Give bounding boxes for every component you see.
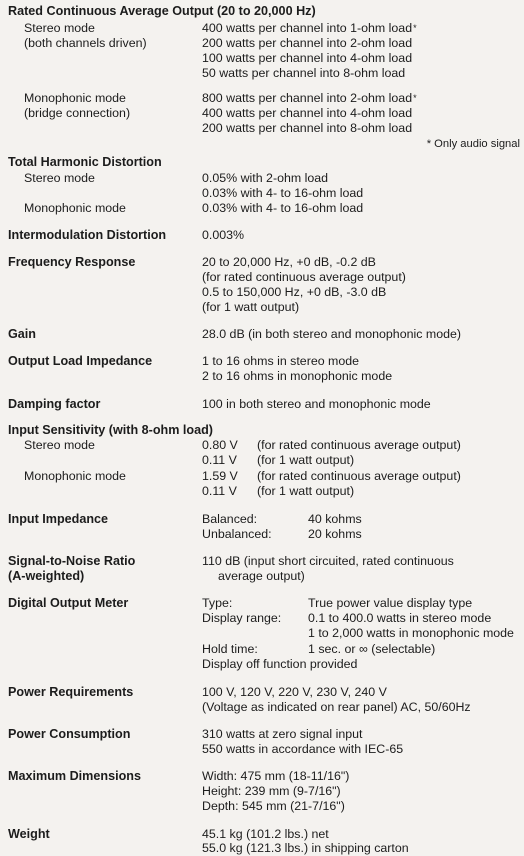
meter-range-label: Display range:: [202, 611, 282, 625]
sensitivity-mono-rated-desc: (for rated continuous average output): [257, 469, 461, 483]
freq-value-1: 20 to 20,000 Hz, +0 dB, -0.2 dB: [202, 255, 376, 269]
damping-heading: Damping factor: [8, 397, 101, 411]
freq-value-2: (for rated continuous average output): [202, 270, 406, 284]
weight-heading: Weight: [8, 827, 50, 841]
sensitivity-stereo-1w-v: 0.11 V: [202, 453, 237, 467]
meter-range-value-2: 1 to 2,000 watts in monophonic mode: [308, 626, 514, 640]
sensitivity-stereo-rated-v: 0.80 V: [202, 438, 238, 452]
mono-output-8ohm: 200 watts per channel into 8-ohm load: [202, 121, 413, 135]
sensitivity-mono-1w-desc: (for 1 watt output): [257, 484, 355, 498]
rated-output-heading: Rated Continuous Average Output (20 to 20,000 Hz): [8, 4, 316, 18]
audio-signal-note: * Only audio signal: [426, 138, 520, 150]
input-impedance-heading: Input Impedance: [8, 512, 109, 526]
stereo-output-4ohm: 100 watts per channel into 4-ohm load: [202, 51, 413, 65]
meter-hold-label: Hold time:: [202, 642, 258, 656]
sensitivity-mono-1w-v: 0.11 V: [202, 484, 237, 498]
power-consumption-heading: Power Consumption: [8, 727, 131, 741]
stereo-output-8ohm: 50 watts per channel into 8-ohm load: [202, 66, 406, 80]
stereo-output-1ohm: 400 watts per channel into 1-ohm load*: [202, 21, 417, 35]
sensitivity-stereo-1w-desc: (for 1 watt output): [257, 453, 355, 467]
sensitivity-mono-label: Monophonic mode: [24, 469, 126, 483]
thd-mono-value: 0.03% with 4- to 16-ohm load: [202, 201, 364, 215]
freq-value-3: 0.5 to 150,000 Hz, +0 dB, -3.0 dB: [202, 285, 387, 299]
meter-range-value-1: 0.1 to 400.0 watts in stereo mode: [308, 611, 492, 625]
mono-output-4ohm: 400 watts per channel into 4-ohm load: [202, 106, 413, 120]
sensitivity-stereo-rated-desc: (for rated continuous average output): [257, 438, 461, 452]
snr-value-1: 110 dB (input short circuited, rated continuous: [202, 554, 454, 568]
meter-hold-value: 1 sec. or ∞ (selectable): [308, 642, 436, 656]
thd-mono-label: Monophonic mode: [24, 201, 126, 215]
sensitivity-mono-rated-v: 1.59 V: [202, 469, 238, 483]
stereo-mode-label: Stereo mode: [24, 21, 95, 35]
dimension-width: Width: 475 mm (18-11/16"): [202, 769, 350, 783]
load-mono-value: 2 to 16 ohms in monophonic mode: [202, 369, 393, 383]
snr-subheading: (A-weighted): [8, 569, 85, 583]
power-req-value-2: (Voltage as indicated on rear panel) AC, 50/60Hz: [202, 700, 471, 714]
weight-carton: 55.0 kg (121.3 lbs.) in shipping carton: [202, 841, 409, 855]
gain-value: 28.0 dB (in both stereo and monophonic mode): [202, 327, 461, 341]
thd-stereo-2ohm: 0.05% with 2-ohm load: [202, 171, 329, 185]
gain-heading: Gain: [8, 327, 36, 341]
consumption-value-2: 550 watts in accordance with IEC-65: [202, 742, 404, 756]
snr-heading: Signal-to-Noise Ratio: [8, 554, 136, 568]
meter-type-value: True power value display type: [308, 596, 473, 610]
unbalanced-label: Unbalanced:: [202, 527, 272, 541]
thd-heading: Total Harmonic Distortion: [8, 155, 162, 169]
thd-stereo-4to16ohm: 0.03% with 4- to 16-ohm load: [202, 186, 364, 200]
load-stereo-value: 1 to 16 ohms in stereo mode: [202, 354, 360, 368]
mono-output-2ohm: 800 watts per channel into 2-ohm load*: [202, 91, 417, 105]
dimension-depth: Depth: 545 mm (21-7/16"): [202, 799, 345, 813]
power-req-value-1: 100 V, 120 V, 220 V, 230 V, 240 V: [202, 685, 387, 699]
stereo-mode-sublabel: (both channels driven): [24, 36, 147, 50]
meter-type-label: Type:: [202, 596, 233, 610]
meter-off-function: Display off function provided: [202, 657, 358, 671]
freq-value-4: (for 1 watt output): [202, 300, 300, 314]
output-load-heading: Output Load Impedance: [8, 354, 153, 368]
consumption-value-1: 310 watts at zero signal input: [202, 727, 363, 741]
snr-value-2: average output): [218, 569, 305, 583]
digital-meter-heading: Digital Output Meter: [8, 596, 129, 610]
mono-mode-label: Monophonic mode: [24, 91, 126, 105]
unbalanced-value: 20 kohms: [308, 527, 362, 541]
balanced-label: Balanced:: [202, 512, 258, 526]
power-requirements-heading: Power Requirements: [8, 685, 134, 699]
weight-net: 45.1 kg (101.2 lbs.) net: [202, 827, 329, 841]
input-sensitivity-heading: Input Sensitivity (with 8-ohm load): [8, 423, 213, 437]
asterisk-mark: *: [413, 23, 417, 33]
imd-value: 0.003%: [202, 228, 245, 242]
imd-heading: Intermodulation Distortion: [8, 228, 167, 242]
dimension-height: Height: 239 mm (9-7/16"): [202, 784, 341, 798]
balanced-value: 40 kohms: [308, 512, 362, 526]
dimensions-heading: Maximum Dimensions: [8, 769, 141, 783]
mono-mode-sublabel: (bridge connection): [24, 106, 131, 120]
thd-stereo-label: Stereo mode: [24, 171, 95, 185]
damping-value: 100 in both stereo and monophonic mode: [202, 397, 431, 411]
stereo-output-2ohm: 200 watts per channel into 2-ohm load: [202, 36, 413, 50]
sensitivity-stereo-label: Stereo mode: [24, 438, 95, 452]
asterisk-mark: *: [413, 93, 417, 103]
frequency-response-heading: Frequency Response: [8, 255, 136, 269]
